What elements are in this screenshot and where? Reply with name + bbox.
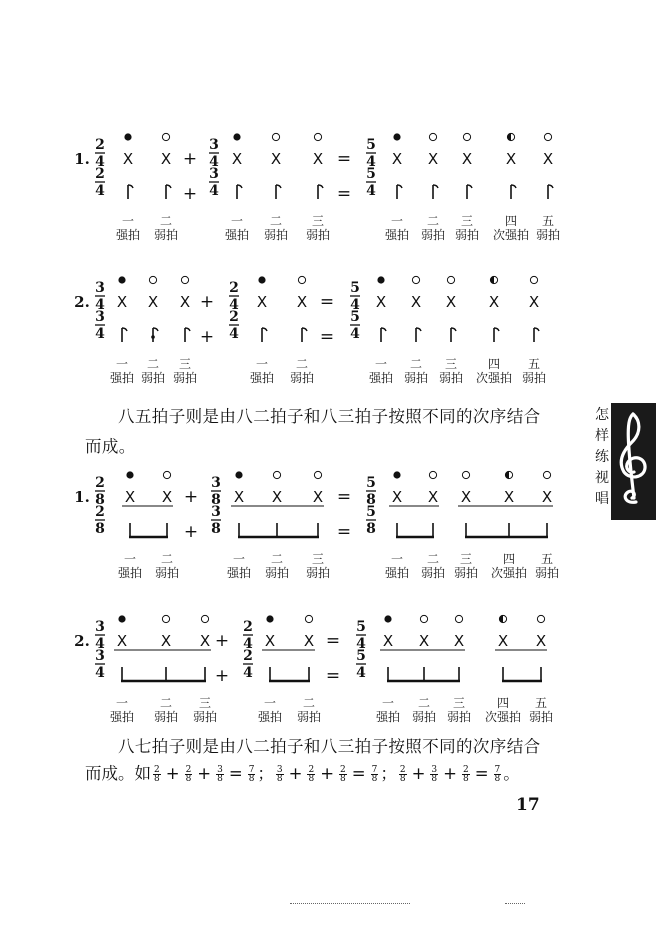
time-signature-numerator: 2 — [243, 619, 253, 635]
time-signature-denominator: 8 — [366, 492, 376, 508]
strong-beat-mark — [377, 276, 384, 283]
weak-beat-mark — [544, 133, 551, 140]
beat-type-label: 强拍 — [109, 371, 135, 385]
time-signature-denominator: 4 — [95, 326, 105, 342]
x-note: X — [427, 150, 439, 168]
time-signature-numerator: 2 — [229, 309, 239, 325]
fraction: $\frac{3}{8}$ — [431, 765, 438, 784]
x-note: X — [179, 293, 191, 311]
strong-beat-mark — [384, 615, 391, 622]
beat-type-label: 次强拍 — [475, 371, 513, 385]
x-note: X — [160, 632, 172, 650]
x-note: X — [505, 150, 517, 168]
x-note: X — [391, 150, 403, 168]
beat-count: 二 — [159, 696, 173, 710]
beat-type-label: 弱拍 — [420, 566, 446, 580]
weak-beat-mark — [429, 471, 436, 478]
beat-count: 三 — [311, 552, 325, 566]
weak-beat-mark — [429, 133, 436, 140]
weak-beat-mark — [455, 615, 462, 622]
beat-count: 四 — [502, 552, 516, 566]
x-note: X — [270, 150, 282, 168]
time-signature-denominator: 8 — [95, 521, 105, 537]
beat-count: 二 — [270, 552, 284, 566]
beat-type-label: 强拍 — [249, 371, 275, 385]
operator-symbol: + — [214, 666, 230, 686]
operator: + — [320, 764, 335, 783]
weak-beat-mark — [272, 133, 279, 140]
note-dot — [151, 335, 155, 339]
beat-count: 二 — [426, 552, 440, 566]
operator: + — [411, 764, 426, 783]
x-note: X — [161, 488, 173, 506]
weak-beat-mark — [420, 615, 427, 622]
beat-type-label: 弱拍 — [296, 710, 322, 724]
beat-type-label: 强拍 — [375, 710, 401, 724]
weak-beat-mark — [537, 615, 544, 622]
beat-count: 二 — [426, 214, 440, 228]
weak-beat-mark — [201, 615, 208, 622]
beat-count: 一 — [115, 696, 129, 710]
time-signature-numerator: 2 — [243, 648, 253, 664]
strong-beat-mark — [124, 133, 131, 140]
beat-type-label: 强拍 — [384, 566, 410, 580]
beat-type-label: 弱拍 — [153, 710, 179, 724]
beat-type-label: 弱拍 — [172, 371, 198, 385]
x-note: X — [427, 488, 439, 506]
time-signature-numerator: 5 — [356, 648, 366, 664]
x-note: X — [147, 293, 159, 311]
time-signature-numerator: 5 — [366, 475, 376, 491]
x-note: X — [199, 632, 211, 650]
beat-count: 四 — [504, 214, 518, 228]
operator-symbol: = — [336, 487, 352, 507]
beat-count: 一 — [255, 357, 269, 371]
time-signature-numerator: 3 — [95, 309, 105, 325]
beat-type-label: 次强拍 — [484, 710, 522, 724]
operator-symbol: = — [325, 631, 341, 651]
x-note: X — [382, 632, 394, 650]
fraction: $\frac{7}{8}$ — [371, 765, 378, 784]
operator-symbol: + — [214, 631, 230, 651]
time-signature-numerator: 2 — [229, 280, 239, 296]
side-tab-char: 视 — [595, 470, 609, 486]
formula-intro: 而成。如 — [85, 764, 151, 783]
operator: + — [288, 764, 303, 783]
beat-type-label: 弱拍 — [403, 371, 429, 385]
fraction: $\frac{7}{8}$ — [494, 765, 501, 784]
paragraph-line: 而成。 — [85, 437, 136, 456]
operator-symbol: + — [199, 292, 215, 312]
example-label: 2. — [74, 632, 90, 650]
operator-symbol: = — [319, 292, 335, 312]
x-note: X — [124, 488, 136, 506]
strong-beat-mark — [393, 133, 400, 140]
beat-type-label: 弱拍 — [411, 710, 437, 724]
x-note: X — [535, 632, 547, 650]
weak-beat-mark — [273, 471, 280, 478]
weak-beat-mark — [530, 276, 537, 283]
paragraph-seven-eight — [85, 730, 555, 764]
time-signature-numerator: 3 — [95, 648, 105, 664]
time-signature-denominator: 8 — [211, 492, 221, 508]
time-signature-denominator: 4 — [243, 665, 253, 681]
strong-beat-mark — [235, 471, 242, 478]
time-signature-numerator: 3 — [209, 166, 219, 182]
time-signature-denominator: 4 — [209, 183, 219, 199]
time-signature-numerator: 2 — [95, 166, 105, 182]
time-signature-denominator: 4 — [95, 297, 105, 313]
x-note: X — [303, 632, 315, 650]
beat-count: 三 — [460, 214, 474, 228]
weak-beat-mark — [462, 471, 469, 478]
fraction: $\frac{2}{8}$ — [308, 765, 315, 784]
operator: = — [351, 764, 366, 783]
time-signature-denominator: 8 — [366, 521, 376, 537]
scan-mark — [290, 903, 410, 905]
beat-count: 四 — [496, 696, 510, 710]
time-signature-denominator: 8 — [211, 521, 221, 537]
beat-type-label: 弱拍 — [305, 566, 331, 580]
beat-type-label: 强拍 — [117, 566, 143, 580]
operator: + — [165, 764, 180, 783]
fraction: $\frac{3}{8}$ — [276, 765, 283, 784]
beat-count: 一 — [115, 357, 129, 371]
beat-type-label: 弱拍 — [438, 371, 464, 385]
beat-count: 一 — [232, 552, 246, 566]
beat-count: 二 — [417, 696, 431, 710]
time-signature-numerator: 5 — [366, 504, 376, 520]
strong-beat-mark — [118, 615, 125, 622]
formula-line — [85, 760, 520, 784]
operator-symbol: = — [325, 666, 341, 686]
operator-symbol: = — [336, 184, 352, 204]
weak-beat-mark — [162, 615, 169, 622]
example-label: 1. — [74, 488, 90, 506]
treble-clef-icon — [612, 410, 654, 505]
side-tab-label — [593, 405, 611, 510]
x-note: X — [391, 488, 403, 506]
x-note: X — [375, 293, 387, 311]
strong-beat-mark — [233, 133, 240, 140]
beat-count: 二 — [146, 357, 160, 371]
strong-beat-mark — [393, 471, 400, 478]
time-signature-denominator: 4 — [95, 154, 105, 170]
beat-count: 五 — [540, 552, 554, 566]
time-signature-numerator: 5 — [350, 280, 360, 296]
beat-count: 二 — [302, 696, 316, 710]
time-signature-numerator: 3 — [95, 619, 105, 635]
strong-beat-mark — [118, 276, 125, 283]
time-signature-numerator: 5 — [366, 137, 376, 153]
time-signature-denominator: 4 — [209, 154, 219, 170]
time-signature-denominator: 4 — [350, 326, 360, 342]
x-note: X — [122, 150, 134, 168]
beat-type-label: 弱拍 — [453, 566, 479, 580]
beat-type-label: 强拍 — [257, 710, 283, 724]
weak-beat-mark — [543, 471, 550, 478]
x-note: X — [445, 293, 457, 311]
beat-type-label: 次强拍 — [492, 228, 530, 242]
x-note: X — [461, 150, 473, 168]
beat-type-label: 弱拍 — [154, 566, 180, 580]
time-signature-denominator: 4 — [366, 154, 376, 170]
beat-type-label: 次强拍 — [490, 566, 528, 580]
beat-count: 三 — [198, 696, 212, 710]
fraction: $\frac{2}{8}$ — [399, 765, 406, 784]
side-tab-char: 样 — [595, 428, 609, 444]
x-note: X — [418, 632, 430, 650]
x-note: X — [453, 632, 465, 650]
operator-symbol: = — [336, 522, 352, 542]
fraction: $\frac{2}{8}$ — [340, 765, 346, 784]
time-signature-denominator: 4 — [229, 326, 239, 342]
beat-type-label: 弱拍 — [528, 710, 554, 724]
time-signature-denominator: 4 — [356, 665, 366, 681]
time-signature-numerator: 3 — [209, 137, 219, 153]
operator-symbol: + — [182, 149, 198, 169]
x-note: X — [231, 150, 243, 168]
scan-mark — [505, 903, 525, 905]
time-signature-numerator: 2 — [95, 504, 105, 520]
time-signature-numerator: 2 — [95, 137, 105, 153]
x-note: X — [160, 150, 172, 168]
beat-type-label: 强拍 — [226, 566, 252, 580]
example-label: 1. — [74, 150, 90, 168]
beat-count: 三 — [178, 357, 192, 371]
time-signature-numerator: 5 — [366, 166, 376, 182]
separator: ； — [380, 764, 397, 783]
x-note: X — [528, 293, 540, 311]
x-note: X — [497, 632, 509, 650]
beat-type-label: 弱拍 — [140, 371, 166, 385]
side-tab-char: 练 — [595, 449, 609, 465]
beat-count: 五 — [527, 357, 541, 371]
beat-type-label: 弱拍 — [305, 228, 331, 242]
beat-count: 二 — [269, 214, 283, 228]
beat-type-label: 强拍 — [368, 371, 394, 385]
x-note: X — [312, 150, 324, 168]
beat-count: 三 — [452, 696, 466, 710]
time-signature-denominator: 4 — [229, 297, 239, 313]
time-signature-denominator: 4 — [243, 636, 253, 652]
operator-symbol: + — [199, 327, 215, 347]
weak-beat-mark — [181, 276, 188, 283]
x-note: X — [503, 488, 515, 506]
operator: = — [474, 764, 489, 783]
paragraph-line: 八七拍子则是由八二拍子和八三拍子按照不同的次序结合 — [118, 737, 541, 756]
beat-type-label: 弱拍 — [535, 228, 561, 242]
beat-count: 二 — [159, 214, 173, 228]
time-signature-denominator: 4 — [95, 636, 105, 652]
operator: + — [197, 764, 212, 783]
beat-type-label: 弱拍 — [264, 566, 290, 580]
strong-beat-mark — [258, 276, 265, 283]
beat-count: 一 — [230, 214, 244, 228]
weak-beat-mark — [163, 471, 170, 478]
x-note: X — [312, 488, 324, 506]
beat-count: 二 — [160, 552, 174, 566]
beat-type-label: 弱拍 — [289, 371, 315, 385]
time-signature-denominator: 4 — [366, 183, 376, 199]
beat-type-label: 弱拍 — [534, 566, 560, 580]
time-signature-numerator: 3 — [211, 475, 221, 491]
beat-count: 一 — [263, 696, 277, 710]
beat-type-label: 强拍 — [384, 228, 410, 242]
fraction: $\frac{7}{8}$ — [248, 765, 255, 784]
x-note: X — [542, 150, 554, 168]
fraction: $\frac{2}{8}$ — [154, 765, 160, 784]
operator: + — [443, 764, 457, 783]
time-signature-numerator: 5 — [350, 309, 360, 325]
time-signature-denominator: 8 — [95, 492, 105, 508]
weak-beat-mark — [463, 133, 470, 140]
beat-type-label: 强拍 — [224, 228, 250, 242]
time-signature-numerator: 3 — [211, 504, 221, 520]
beat-count: 五 — [541, 214, 555, 228]
beat-type-label: 弱拍 — [153, 228, 179, 242]
paragraph-line: 八五拍子则是由八二拍子和八三拍子按照不同的次序结合 — [118, 407, 541, 426]
fraction: $\frac{2}{8}$ — [185, 765, 192, 784]
operator-symbol: + — [183, 522, 199, 542]
x-note: X — [256, 293, 268, 311]
x-note: X — [541, 488, 553, 506]
fraction: $\frac{2}{8}$ — [462, 765, 469, 784]
operator-symbol: = — [336, 149, 352, 169]
paragraph-five-eight — [85, 400, 555, 464]
strong-beat-mark — [126, 471, 133, 478]
beat-count: 五 — [534, 696, 548, 710]
beat-count: 一 — [390, 214, 404, 228]
weak-beat-mark — [162, 133, 169, 140]
beat-type-label: 弱拍 — [192, 710, 218, 724]
weak-beat-mark — [305, 615, 312, 622]
beat-count: 一 — [390, 552, 404, 566]
beat-count: 一 — [374, 357, 388, 371]
separator: 。 — [503, 764, 520, 783]
x-note: X — [271, 488, 283, 506]
strong-beat-mark — [266, 615, 273, 622]
beat-count: 四 — [487, 357, 501, 371]
weak-beat-mark — [149, 276, 156, 283]
x-note: X — [264, 632, 276, 650]
time-signature-denominator: 4 — [95, 183, 105, 199]
operator-symbol: = — [319, 327, 335, 347]
beat-count: 二 — [295, 357, 309, 371]
x-note: X — [116, 632, 128, 650]
weak-beat-mark — [412, 276, 419, 283]
weak-beat-mark — [314, 471, 321, 478]
separator: ； — [257, 764, 274, 783]
beat-type-label: 弱拍 — [420, 228, 446, 242]
time-signature-numerator: 2 — [95, 475, 105, 491]
time-signature-denominator: 4 — [350, 297, 360, 313]
beat-type-label: 强拍 — [109, 710, 135, 724]
beat-count: 一 — [123, 552, 137, 566]
x-note: X — [116, 293, 128, 311]
x-note: X — [488, 293, 500, 311]
operator-symbol: + — [182, 184, 198, 204]
beat-count: 三 — [444, 357, 458, 371]
example-label: 2. — [74, 293, 90, 311]
beat-count: 一 — [381, 696, 395, 710]
page-number: 17 — [516, 795, 540, 815]
beat-count: 三 — [311, 214, 325, 228]
operator: = — [228, 764, 243, 783]
time-signature-denominator: 4 — [95, 665, 105, 681]
beat-count: 二 — [409, 357, 423, 371]
time-signature-numerator: 3 — [95, 280, 105, 296]
x-note: X — [460, 488, 472, 506]
x-note: X — [233, 488, 245, 506]
beat-type-label: 强拍 — [115, 228, 141, 242]
beat-count: 三 — [459, 552, 473, 566]
beat-type-label: 弱拍 — [454, 228, 480, 242]
fraction: $\frac{3}{8}$ — [217, 765, 223, 784]
beat-type-label: 弱拍 — [446, 710, 472, 724]
weak-beat-mark — [298, 276, 305, 283]
beat-count: 一 — [121, 214, 135, 228]
time-signature-denominator: 4 — [356, 636, 366, 652]
x-note: X — [296, 293, 308, 311]
weak-beat-mark — [314, 133, 321, 140]
weak-beat-mark — [447, 276, 454, 283]
x-note: X — [410, 293, 422, 311]
time-signature-numerator: 5 — [356, 619, 366, 635]
side-tab-char: 唱 — [595, 491, 609, 507]
beat-type-label: 弱拍 — [263, 228, 289, 242]
beat-type-label: 弱拍 — [521, 371, 547, 385]
operator-symbol: + — [183, 487, 199, 507]
side-tab-char: 怎 — [595, 407, 609, 423]
